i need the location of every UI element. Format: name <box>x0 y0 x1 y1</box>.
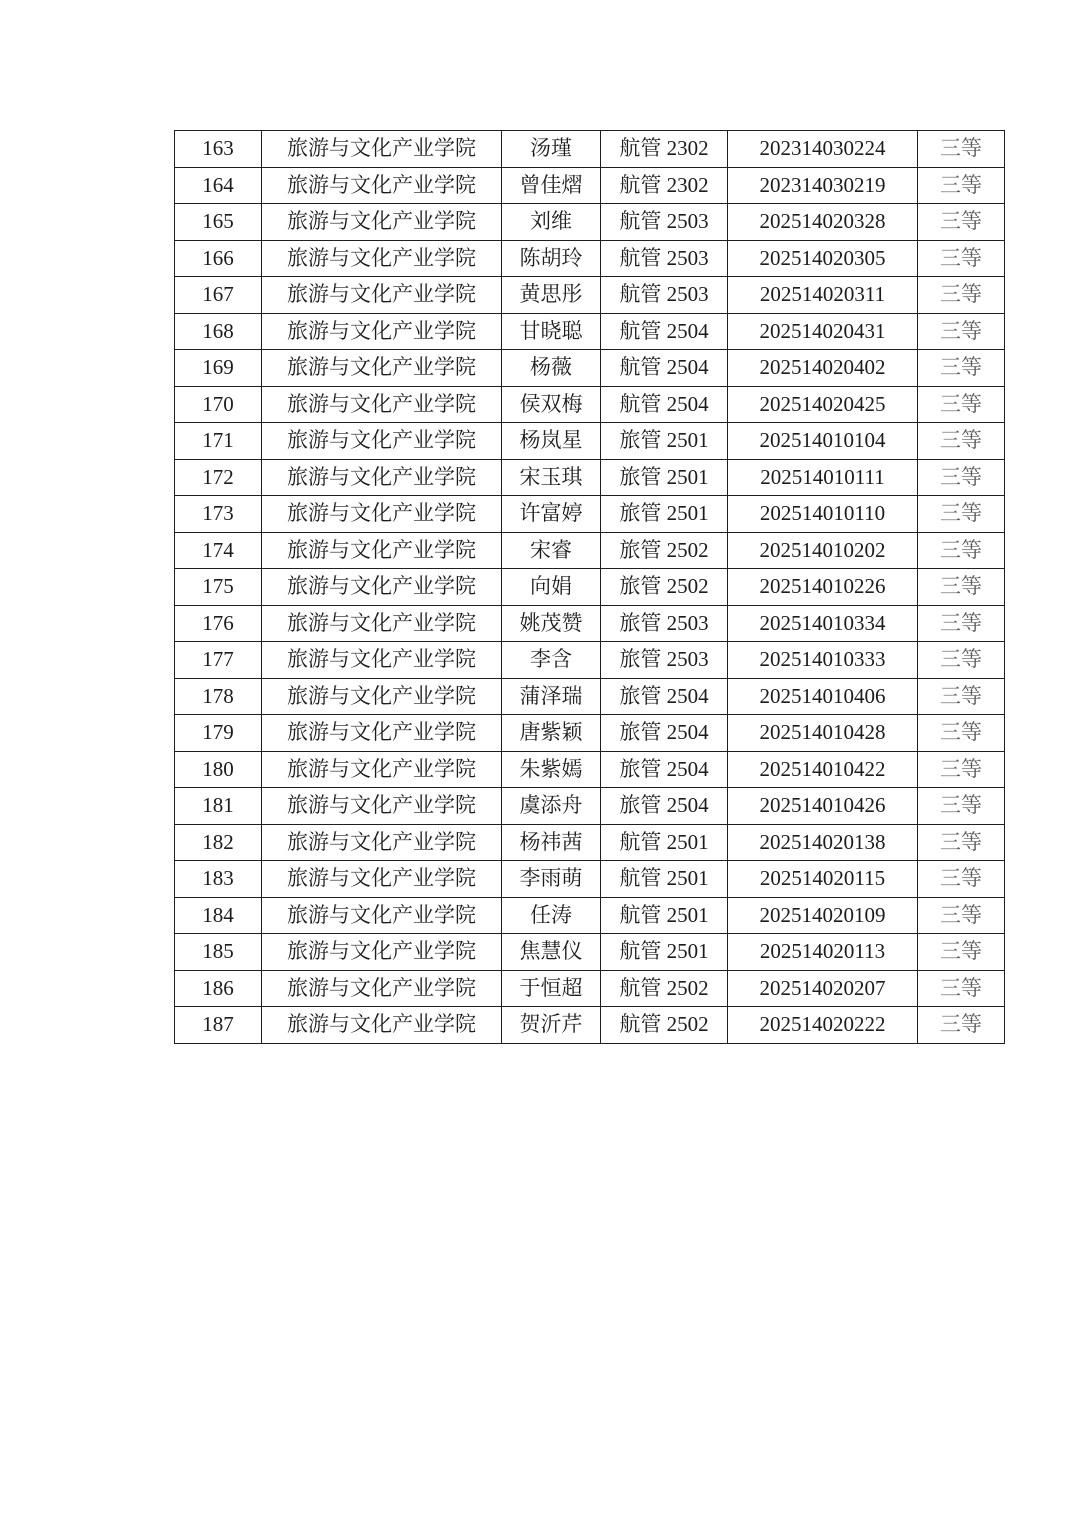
table-row <box>175 715 1005 752</box>
cell-student-id: 202514020109 <box>728 897 918 934</box>
table-row <box>175 861 1005 898</box>
table-row <box>175 642 1005 679</box>
cell-college: 旅游与文化产业学院 <box>262 386 502 423</box>
cell-award-tier: 三等 <box>918 350 1005 387</box>
cell-student-id: 202514020222 <box>728 1007 918 1044</box>
cell-award-tier: 三等 <box>918 131 1005 168</box>
cell-student-name: 陈胡玲 <box>502 240 601 277</box>
table-row <box>175 788 1005 825</box>
cell-class: 旅管 2503 <box>601 605 728 642</box>
cell-class: 航管 2504 <box>601 313 728 350</box>
cell-class: 航管 2503 <box>601 277 728 314</box>
table-row <box>175 167 1005 204</box>
cell-student-name: 焦慧仪 <box>502 934 601 971</box>
cell-class: 旅管 2501 <box>601 423 728 460</box>
table-row <box>175 897 1005 934</box>
cell-student-name: 于恒超 <box>502 970 601 1007</box>
cell-class: 航管 2504 <box>601 350 728 387</box>
table-row <box>175 459 1005 496</box>
cell-college: 旅游与文化产业学院 <box>262 131 502 168</box>
cell-class: 旅管 2504 <box>601 678 728 715</box>
cell-award-tier: 三等 <box>918 459 1005 496</box>
cell-class: 航管 2302 <box>601 131 728 168</box>
cell-class: 航管 2501 <box>601 824 728 861</box>
cell-student-name: 汤瑾 <box>502 131 601 168</box>
table-row <box>175 751 1005 788</box>
cell-row-number: 167 <box>175 277 262 314</box>
cell-award-tier: 三等 <box>918 605 1005 642</box>
cell-student-id: 202514020115 <box>728 861 918 898</box>
cell-class: 航管 2302 <box>601 167 728 204</box>
cell-student-id: 202514010111 <box>728 459 918 496</box>
cell-student-name: 姚茂赞 <box>502 605 601 642</box>
cell-student-name: 李含 <box>502 642 601 679</box>
cell-row-number: 172 <box>175 459 262 496</box>
cell-row-number: 186 <box>175 970 262 1007</box>
cell-college: 旅游与文化产业学院 <box>262 459 502 496</box>
cell-award-tier: 三等 <box>918 240 1005 277</box>
table-row <box>175 1007 1005 1044</box>
cell-award-tier: 三等 <box>918 423 1005 460</box>
cell-class: 旅管 2503 <box>601 642 728 679</box>
cell-student-name: 甘晓聪 <box>502 313 601 350</box>
cell-row-number: 181 <box>175 788 262 825</box>
cell-class: 旅管 2502 <box>601 532 728 569</box>
cell-student-id: 202514020328 <box>728 204 918 241</box>
cell-row-number: 187 <box>175 1007 262 1044</box>
cell-college: 旅游与文化产业学院 <box>262 167 502 204</box>
table-row <box>175 240 1005 277</box>
cell-award-tier: 三等 <box>918 1007 1005 1044</box>
cell-row-number: 176 <box>175 605 262 642</box>
cell-student-name: 李雨萌 <box>502 861 601 898</box>
cell-student-name: 杨祎茜 <box>502 824 601 861</box>
cell-award-tier: 三等 <box>918 642 1005 679</box>
cell-student-id: 202514020425 <box>728 386 918 423</box>
cell-row-number: 174 <box>175 532 262 569</box>
cell-student-id: 202514010422 <box>728 751 918 788</box>
cell-award-tier: 三等 <box>918 861 1005 898</box>
cell-student-id: 202514020305 <box>728 240 918 277</box>
table-row <box>175 277 1005 314</box>
cell-student-id: 202514010110 <box>728 496 918 533</box>
cell-award-tier: 三等 <box>918 715 1005 752</box>
cell-student-name: 蒲泽瑞 <box>502 678 601 715</box>
cell-student-id: 202514020207 <box>728 970 918 1007</box>
table-row <box>175 934 1005 971</box>
cell-class: 航管 2502 <box>601 1007 728 1044</box>
table-row <box>175 678 1005 715</box>
cell-row-number: 166 <box>175 240 262 277</box>
cell-student-name: 宋睿 <box>502 532 601 569</box>
cell-class: 旅管 2501 <box>601 459 728 496</box>
cell-college: 旅游与文化产业学院 <box>262 897 502 934</box>
cell-college: 旅游与文化产业学院 <box>262 204 502 241</box>
cell-college: 旅游与文化产业学院 <box>262 605 502 642</box>
cell-row-number: 170 <box>175 386 262 423</box>
table-row <box>175 970 1005 1007</box>
cell-class: 航管 2501 <box>601 934 728 971</box>
cell-class: 旅管 2504 <box>601 715 728 752</box>
cell-college: 旅游与文化产业学院 <box>262 788 502 825</box>
cell-student-id: 202514020113 <box>728 934 918 971</box>
cell-college: 旅游与文化产业学院 <box>262 861 502 898</box>
cell-student-id: 202514020138 <box>728 824 918 861</box>
cell-student-id: 202514010104 <box>728 423 918 460</box>
cell-row-number: 175 <box>175 569 262 606</box>
cell-class: 旅管 2501 <box>601 496 728 533</box>
cell-college: 旅游与文化产业学院 <box>262 240 502 277</box>
table-row <box>175 496 1005 533</box>
cell-class: 旅管 2504 <box>601 751 728 788</box>
cell-class: 航管 2503 <box>601 240 728 277</box>
cell-student-id: 202514010406 <box>728 678 918 715</box>
cell-row-number: 177 <box>175 642 262 679</box>
cell-award-tier: 三等 <box>918 204 1005 241</box>
cell-college: 旅游与文化产业学院 <box>262 824 502 861</box>
table-row <box>175 569 1005 606</box>
cell-college: 旅游与文化产业学院 <box>262 569 502 606</box>
cell-student-name: 任涛 <box>502 897 601 934</box>
cell-class: 航管 2503 <box>601 204 728 241</box>
cell-student-id: 202514010333 <box>728 642 918 679</box>
cell-student-name: 贺沂芹 <box>502 1007 601 1044</box>
cell-college: 旅游与文化产业学院 <box>262 934 502 971</box>
table-row <box>175 350 1005 387</box>
awards-table-body <box>175 131 1005 1044</box>
cell-row-number: 168 <box>175 313 262 350</box>
cell-row-number: 165 <box>175 204 262 241</box>
cell-award-tier: 三等 <box>918 788 1005 825</box>
cell-row-number: 184 <box>175 897 262 934</box>
table-row <box>175 131 1005 168</box>
cell-row-number: 163 <box>175 131 262 168</box>
cell-student-id: 202514010226 <box>728 569 918 606</box>
cell-college: 旅游与文化产业学院 <box>262 751 502 788</box>
cell-award-tier: 三等 <box>918 386 1005 423</box>
cell-college: 旅游与文化产业学院 <box>262 423 502 460</box>
cell-college: 旅游与文化产业学院 <box>262 715 502 752</box>
cell-class: 航管 2501 <box>601 861 728 898</box>
cell-student-name: 侯双梅 <box>502 386 601 423</box>
cell-row-number: 164 <box>175 167 262 204</box>
cell-student-name: 黄思彤 <box>502 277 601 314</box>
awards-table <box>174 130 1005 1044</box>
cell-student-id: 202514010334 <box>728 605 918 642</box>
cell-row-number: 171 <box>175 423 262 460</box>
cell-row-number: 178 <box>175 678 262 715</box>
cell-row-number: 180 <box>175 751 262 788</box>
cell-student-name: 刘维 <box>502 204 601 241</box>
cell-award-tier: 三等 <box>918 678 1005 715</box>
cell-award-tier: 三等 <box>918 496 1005 533</box>
cell-award-tier: 三等 <box>918 569 1005 606</box>
cell-award-tier: 三等 <box>918 824 1005 861</box>
cell-student-id: 202514010428 <box>728 715 918 752</box>
cell-student-id: 202314030219 <box>728 167 918 204</box>
cell-class: 旅管 2502 <box>601 569 728 606</box>
cell-college: 旅游与文化产业学院 <box>262 313 502 350</box>
cell-student-name: 曾佳熠 <box>502 167 601 204</box>
cell-award-tier: 三等 <box>918 167 1005 204</box>
cell-row-number: 173 <box>175 496 262 533</box>
cell-class: 航管 2504 <box>601 386 728 423</box>
cell-college: 旅游与文化产业学院 <box>262 678 502 715</box>
cell-row-number: 183 <box>175 861 262 898</box>
cell-award-tier: 三等 <box>918 532 1005 569</box>
cell-award-tier: 三等 <box>918 751 1005 788</box>
cell-college: 旅游与文化产业学院 <box>262 642 502 679</box>
cell-college: 旅游与文化产业学院 <box>262 970 502 1007</box>
cell-row-number: 169 <box>175 350 262 387</box>
cell-college: 旅游与文化产业学院 <box>262 1007 502 1044</box>
cell-class: 旅管 2504 <box>601 788 728 825</box>
cell-student-id: 202514020431 <box>728 313 918 350</box>
cell-student-name: 虞添舟 <box>502 788 601 825</box>
cell-student-id: 202514020402 <box>728 350 918 387</box>
cell-student-name: 向娟 <box>502 569 601 606</box>
table-row <box>175 423 1005 460</box>
cell-award-tier: 三等 <box>918 277 1005 314</box>
cell-student-name: 杨薇 <box>502 350 601 387</box>
cell-class: 航管 2501 <box>601 897 728 934</box>
cell-student-id: 202514020311 <box>728 277 918 314</box>
cell-student-name: 朱紫嫣 <box>502 751 601 788</box>
cell-student-name: 许富婷 <box>502 496 601 533</box>
cell-award-tier: 三等 <box>918 897 1005 934</box>
cell-student-id: 202314030224 <box>728 131 918 168</box>
cell-class: 航管 2502 <box>601 970 728 1007</box>
cell-student-name: 宋玉琪 <box>502 459 601 496</box>
cell-student-name: 唐紫颖 <box>502 715 601 752</box>
cell-award-tier: 三等 <box>918 934 1005 971</box>
cell-college: 旅游与文化产业学院 <box>262 532 502 569</box>
cell-student-name: 杨岚星 <box>502 423 601 460</box>
cell-college: 旅游与文化产业学院 <box>262 277 502 314</box>
table-row <box>175 605 1005 642</box>
cell-award-tier: 三等 <box>918 313 1005 350</box>
cell-row-number: 182 <box>175 824 262 861</box>
table-row <box>175 313 1005 350</box>
cell-college: 旅游与文化产业学院 <box>262 496 502 533</box>
cell-award-tier: 三等 <box>918 970 1005 1007</box>
table-row <box>175 204 1005 241</box>
cell-student-id: 202514010202 <box>728 532 918 569</box>
cell-row-number: 185 <box>175 934 262 971</box>
table-row <box>175 386 1005 423</box>
cell-student-id: 202514010426 <box>728 788 918 825</box>
table-row <box>175 824 1005 861</box>
cell-row-number: 179 <box>175 715 262 752</box>
table-row <box>175 532 1005 569</box>
cell-college: 旅游与文化产业学院 <box>262 350 502 387</box>
